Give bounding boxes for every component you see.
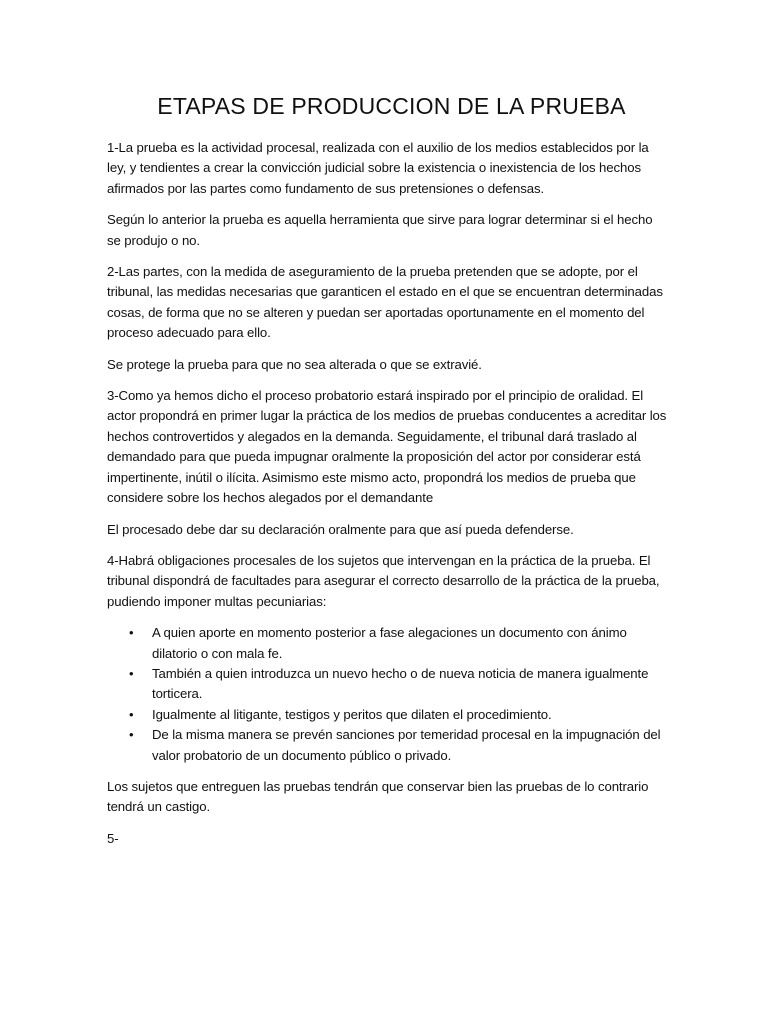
sanctions-list [107, 623, 668, 766]
list-item-text: A quien aporte en momento posterior a fase alegaciones un documento con ánimo dilatorio o con mala fe. [152, 625, 627, 661]
list-item-text: Igualmente al litigante, testigos y peritos que dilaten el procedimiento. [152, 706, 552, 722]
list-item-text: De la misma manera se prevén sanciones por temeridad procesal en la impugnación del valor probatorio de un documento público o privado. [152, 727, 661, 763]
bullet-icon: • [129, 665, 134, 681]
bullet-icon: • [129, 625, 134, 641]
list-item [107, 705, 668, 725]
paragraph-6: El procesado debe dar su declaración oralmente para que así pueda defenderse. [107, 521, 574, 537]
bullet-icon: • [129, 706, 134, 722]
document-title: ETAPAS DE PRODUCCION DE LA PRUEBA [157, 93, 626, 119]
paragraph-1: 1-La prueba es la actividad procesal, realizada con el auxilio de los medios establecidos por la ley, y tendientes a crear la convicción judicial sobre la existencia o inexistencia de los hechos afirmados por las partes como fundamento de sus pretensiones o defensas. [107, 140, 649, 196]
paragraph-4: Se protege la prueba para que no sea alterada o que se extravié. [107, 356, 482, 372]
list-item-text: También a quien introduzca un nuevo hecho o de nueva noticia de manera igualmente torticera. [152, 665, 649, 702]
closing-paragraph: Los sujetos que entreguen las pruebas tendrán que conservar bien las pruebas de lo contrario tendrá un castigo. [107, 778, 649, 815]
list-item [107, 623, 668, 664]
paragraph-7: 4-Habrá obligaciones procesales de los sujetos que intervengan en la práctica de la prueba. El tribunal dispondrá de facultades para asegurar el correcto desarrollo de la práctica de la prueba, pudiendo imponer multas pecuniarias: [107, 552, 660, 609]
list-item [107, 664, 668, 705]
next-section-heading: 5- [107, 830, 119, 846]
bullet-icon: • [129, 727, 134, 743]
paragraph-5: 3-Como ya hemos dicho el proceso probatorio estará inspirado por el principio de oralidad. El actor propondrá en primer lugar la práctica de los medios de pruebas conducentes a acreditar los hechos controvertidos y alegados en la demanda. Seguidamente, el tribunal dará traslado al demandado para que pueda impugnar oralmente la proposición del actor por considerar está impertinente, inútil o ilícita. Asimismo este mismo acto, propondrá los medios de prueba que considere sobre los hechos alegados por el demandante [107, 388, 667, 506]
paragraph-2: Según lo anterior la prueba es aquella herramienta que sirve para lograr determinar si el hecho se produjo o no. [107, 212, 653, 248]
list-item [107, 725, 668, 766]
paragraph-3: 2-Las partes, con la medida de aseguramiento de la prueba pretenden que se adopte, por el tribunal, las medidas necesarias que garanticen el estado en el que se encuentran determinadas cosas, de forma que no se alteren y puedan ser aportadas oportunamente en el momento del proceso adecuado para ello. [107, 264, 663, 341]
